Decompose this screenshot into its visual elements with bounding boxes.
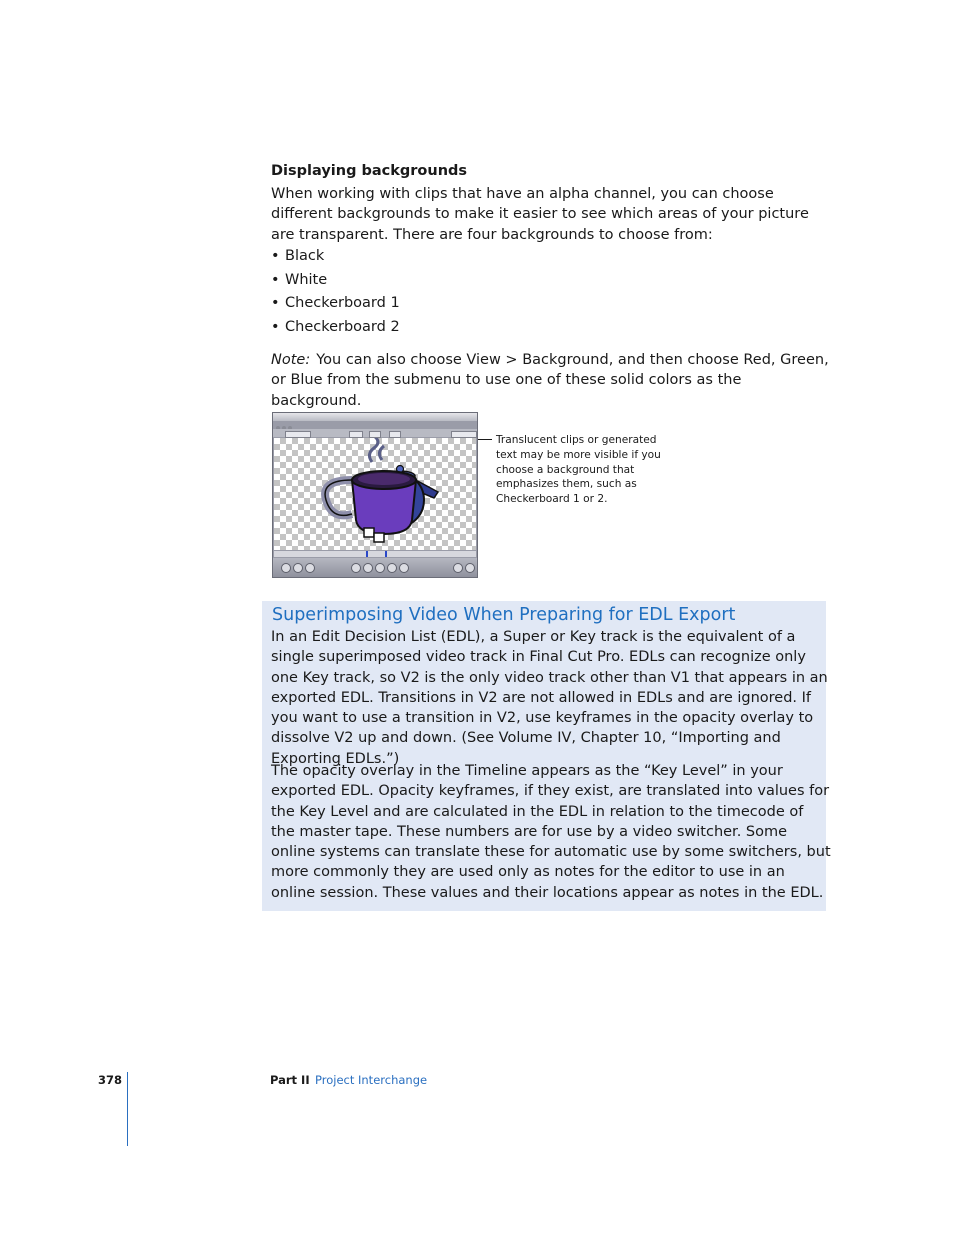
section-title: Superimposing Video When Preparing for EDL Export — [272, 605, 736, 625]
viewer-titlebar — [273, 413, 477, 421]
page-number: 378 — [98, 1073, 123, 1087]
coffee-pots-illustration — [274, 438, 476, 550]
list-item: • Checkerboard 2 — [271, 319, 400, 336]
viewer-toolbar — [273, 429, 477, 437]
scrubber-bar — [274, 551, 476, 557]
list-item: • White — [271, 271, 328, 288]
note-paragraph — [271, 350, 831, 411]
subheading-displaying-backgrounds: Displaying backgrounds — [271, 163, 468, 179]
checkerboard-canvas — [274, 438, 476, 550]
edl-paragraph-2: The opacity overlay in the Timeline appears as the “Key Level” in your exported EDL. Opacity keyframes, if they exist, are translated into values for the Key Level and are calculated in the EDL in relation to the timecode of the master tape. These numbers are for use by a video switcher. Some online systems can translate these for automatic use by some switchers, but more commonly they are used only as notes for the editor to use in an online session. These values and their locations appear as notes in the EDL. — [271, 763, 831, 901]
list-item: • Black — [271, 248, 325, 264]
footer-chapter-link[interactable]: Project Interchange — [315, 1073, 428, 1087]
edl-paragraph-1: In an Edit Decision List (EDL), a Super or Key track is the equivalent of a single superimposed video track in Final Cut Pro. EDLs can recognize only one Key track, so V2 is the only video track other than V1 that appears in an exported EDL. Transitions in V2 are not allowed in EDLs and are ignored. If you want to use a transition in V2, use keyframes in the opacity overlay to dissolve V2 up and down. (See Volume IV, Chapter 10, “Importing and Exporting EDLs.”) — [271, 629, 828, 767]
note-label: Note: — [271, 352, 311, 368]
viewer-tabs — [276, 422, 327, 429]
footer-rule — [127, 1072, 128, 1146]
transport-controls — [273, 558, 477, 578]
viewer-window-screenshot — [272, 412, 478, 578]
callout-line — [478, 439, 492, 440]
list-item: • Checkerboard 1 — [271, 295, 400, 312]
backgrounds-list — [271, 246, 400, 341]
footer-part-label: Part II — [270, 1073, 310, 1087]
figure-callout: Translucent clips or generated text may be more visible if you choose a background that emphasizes them, such as Checkerboard 1 or 2. — [496, 434, 661, 506]
note-text: You can also choose View > Background, and then choose Red, Green, or Blue from the submenu to use one of these solid colors as the background. — [271, 352, 829, 409]
backgrounds-intro-paragraph: When working with clips that have an alpha channel, you can choose different backgrounds to make it easier to see which areas of your picture are transparent. There are four backgrounds to choose from: — [271, 186, 809, 243]
